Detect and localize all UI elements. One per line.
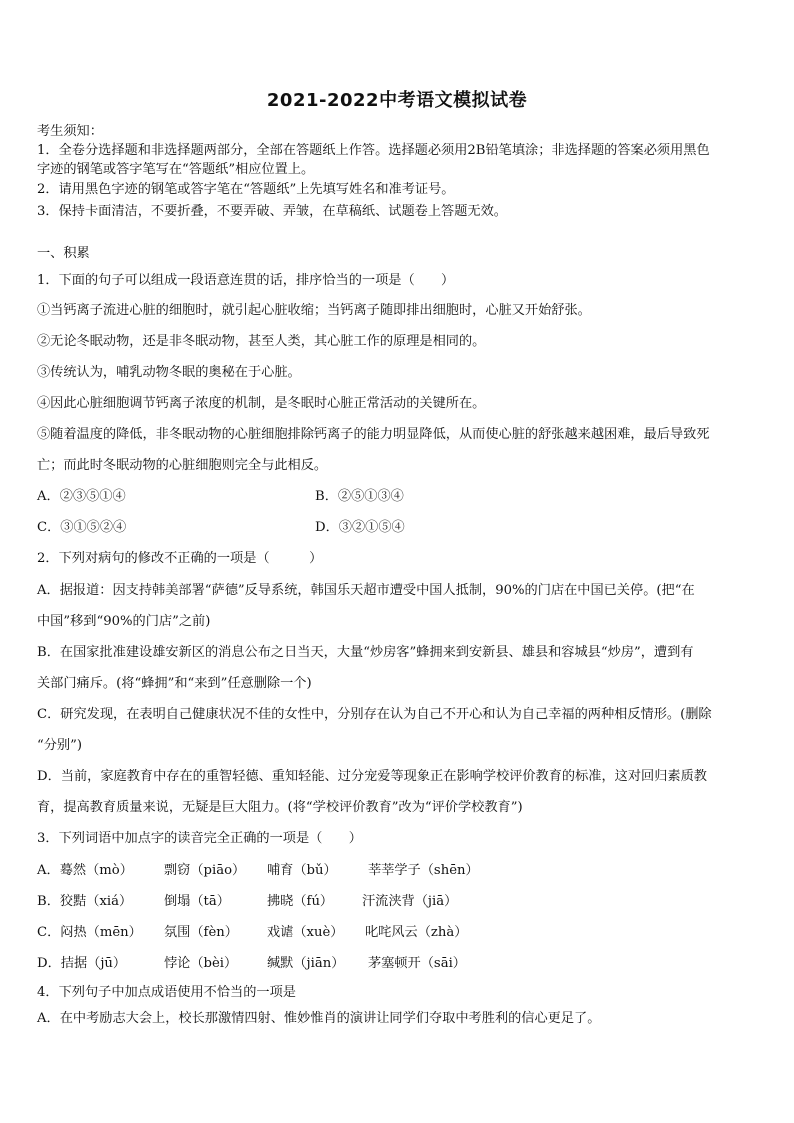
question-1-sentence: ⑤随着温度的降低，非冬眠动物的心脏细胞排除钙离子的能力明显降低，从而使心脏的舒张越来越困难，最后导致死 [37, 427, 710, 442]
question-3-word: 剽窃（piāo） [164, 863, 246, 878]
question-2-line: 育，提高教育质量来说，无疑是巨大阻力。(将“学校评价教育”改为“评价学校教育”) [37, 800, 523, 815]
question-1-sentence: 亡；而此时冬眠动物的心脏细胞则完全与此相反。 [37, 458, 328, 473]
notice-item: 1．全卷分选择题和非选择题两部分，全部在答题纸上作答。选择题必须用2B铅笔填涂；非选择题的答案必须用黑色 [37, 143, 710, 158]
question-1-option-d: D．③②①⑤④ [315, 520, 405, 535]
notice-item: 字迹的钢笔或答字笔写在“答题纸”相应位置上。 [37, 162, 315, 177]
question-3-word: A．蓦然（mò） [37, 863, 133, 878]
question-3-word: B．狡黠（xiá） [37, 894, 133, 909]
question-2-line: B．在国家批准建设雄安新区的消息公布之日当天，大量“炒房客”蜂拥来到安新县、雄县和容城县“炒房”，遭到有 [37, 645, 694, 660]
question-2-line: D．当前，家庭教育中存在的重智轻德、重知轻能、过分宠爱等现象正在影响学校评价教育的标准，这对回归素质教 [37, 769, 707, 784]
question-4-line: A．在中考励志大会上，校长那激情四射、惟妙惟肖的演讲让同学们夺取中考胜利的信心更足了。 [37, 1011, 601, 1026]
question-1-sentence: ②无论冬眠动物，还是非冬眠动物，甚至人类，其心脏工作的原理是相同的。 [37, 334, 486, 349]
question-2-line: A．据报道：因支持韩美部署“萨德”反导系统，韩国乐天超市遭受中国人抵制，90%的门店在中国已关停。(把“在 [37, 583, 695, 598]
section-heading: 一、积累 [37, 246, 90, 261]
question-3-word: 缄默（jiān） [267, 956, 345, 971]
question-2-line: “分别”) [37, 738, 83, 753]
question-2-line: 中国”移到“90%的门店”之前) [37, 614, 211, 629]
question-1-sentence: ④因此心脏细胞调节钙离子浓度的机制，是冬眠时心脏正常活动的关键所在。 [37, 396, 486, 411]
question-3-word: 莘莘学子（shēn） [368, 863, 479, 878]
question-1-stem: 1．下面的句子可以组成一段语意连贯的话，排序恰当的一项是（ ） [37, 273, 455, 288]
question-2-line: 关部门痛斥。(将“蜂拥”和“来到”任意删除一个) [37, 676, 312, 691]
question-3-stem: 3．下列词语中加点字的读音完全正确的一项是（ ） [37, 831, 362, 846]
question-3-word: C．闷热（mēn） [37, 925, 142, 940]
question-1-sentence: ③传统认为，哺乳动物冬眠的奥秘在于心脏。 [37, 365, 301, 380]
question-4-stem: 4．下列句子中加点成语使用不恰当的一项是 [37, 985, 296, 1000]
question-2-line: C．研究发现，在表明自己健康状况不佳的女性中，分别存在认为自己不开心和认为自己幸福的两种相反情形。(删除 [37, 707, 712, 722]
question-3-word: 哺育（bǔ） [267, 863, 337, 878]
question-2-stem: 2．下列对病句的修改不正确的一项是（ ） [37, 551, 323, 566]
question-3-word: 悖论（bèi） [164, 956, 238, 971]
question-1-option-a: A．②③⑤①④ [37, 489, 126, 504]
question-3-word: 倒塌（tā） [164, 894, 230, 909]
question-3-word: 叱咤风云（zhà） [365, 925, 468, 940]
question-3-word: 氛围（fèn） [164, 925, 238, 940]
question-1-option-c: C．③①⑤②④ [37, 520, 127, 535]
notice-item: 3．保持卡面清洁，不要折叠，不要弄破、弄皱，在草稿纸、试题卷上答题无效。 [37, 204, 507, 219]
question-1-sentence: ①当钙离子流进心脏的细胞时，就引起心脏收缩；当钙离子随即排出细胞时，心脏又开始舒张。 [37, 303, 591, 318]
question-3-word: 汗流浃背（jiā） [362, 894, 458, 909]
question-3-word: 戏谑（xuè） [267, 925, 344, 940]
notice-item: 2．请用黑色字迹的钢笔或答字笔在“答题纸”上先填写姓名和准考证号。 [37, 182, 455, 197]
question-1-option-b: B．②⑤①③④ [315, 489, 404, 504]
notice-heading: 考生须知： [37, 124, 103, 139]
exam-title: 2021-2022中考语文模拟试卷 [266, 90, 528, 111]
question-3-word: D．拮据（jū） [37, 956, 127, 971]
question-3-word: 茅塞顿开（sāi） [368, 956, 466, 971]
question-3-word: 拂晓（fú） [267, 894, 334, 909]
